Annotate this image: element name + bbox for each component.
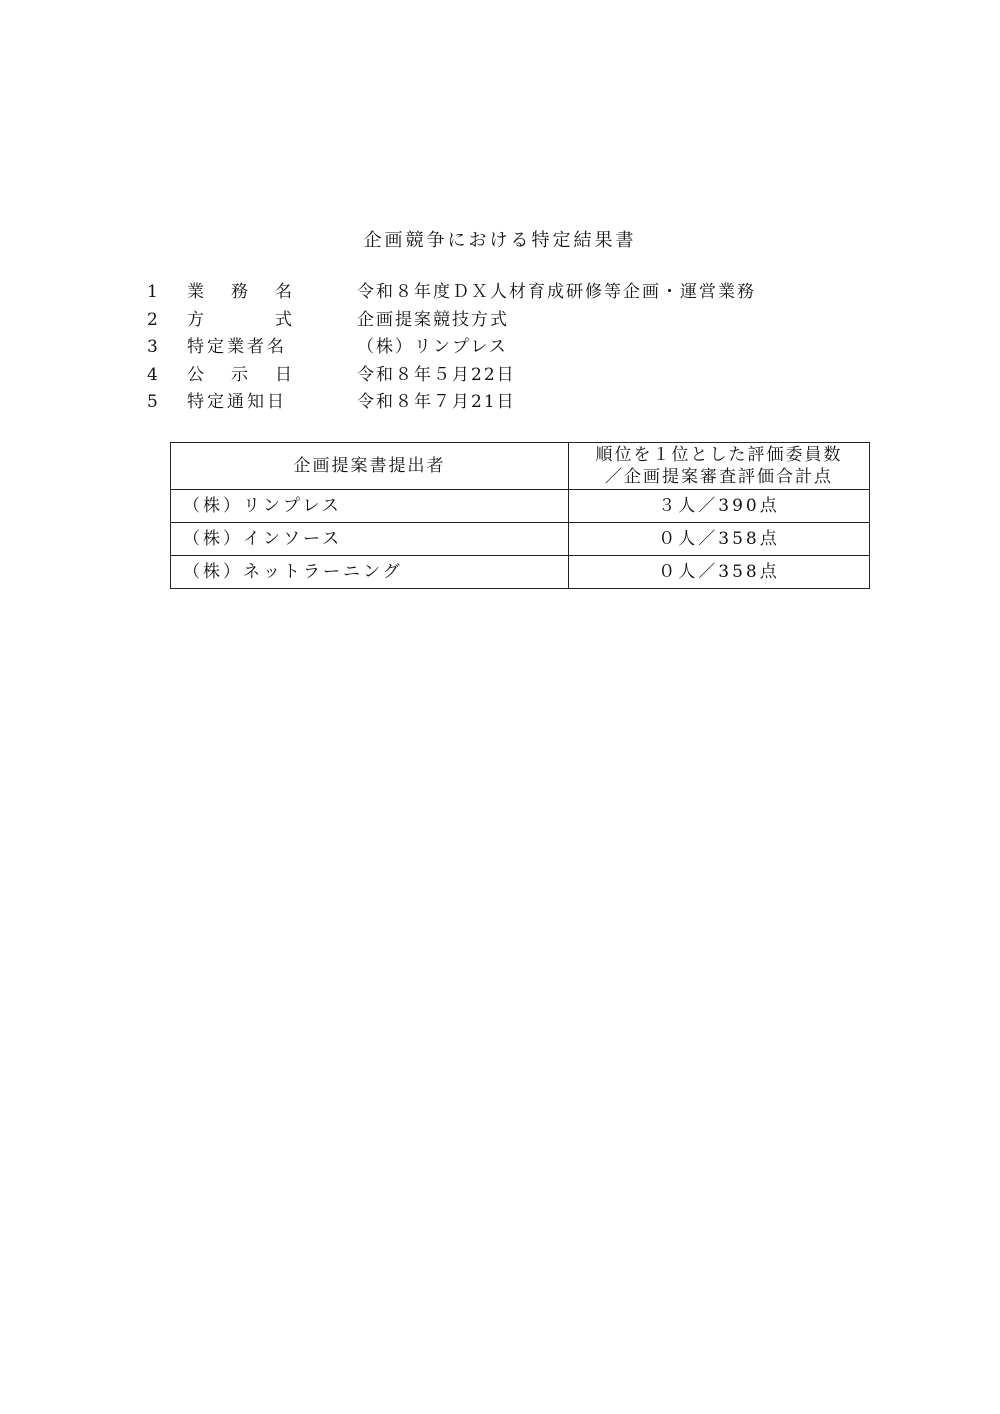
item-value: （株）リンプレス — [357, 337, 508, 358]
item-label-char: 式 — [275, 309, 292, 330]
item-business-name — [147, 280, 867, 308]
score-cell: ３人／390点 — [569, 490, 870, 523]
item-label-char: 方 — [187, 309, 204, 330]
item-number: 4 — [147, 364, 158, 385]
item-value: 令和８年７月21日 — [357, 392, 516, 413]
item-method — [147, 308, 867, 336]
table-row — [171, 556, 870, 589]
item-announcement-date — [147, 363, 867, 391]
table-row — [171, 490, 870, 523]
column-header-proposer: 企画提案書提出者 — [171, 443, 569, 490]
results-table — [170, 442, 870, 589]
table-header-row — [171, 443, 870, 490]
item-label: 特定業者名 — [187, 337, 287, 358]
item-number: 5 — [147, 392, 158, 413]
item-label — [187, 280, 292, 304]
item-value: 企画提案競技方式 — [357, 309, 509, 330]
item-label — [187, 363, 292, 387]
score-cell: ０人／358点 — [569, 523, 870, 556]
item-value: 令和８年５月22日 — [357, 364, 516, 385]
column-header-score-line: 順位を１位とした評価委員数 — [595, 445, 843, 465]
item-list — [147, 280, 867, 418]
item-label-char: 公 — [187, 364, 204, 385]
document-title: 企画競争における特定結果書 — [363, 230, 637, 251]
table-row — [171, 523, 870, 556]
column-header-score-line: ／企画提案審査評価合計点 — [605, 467, 833, 487]
proposer-name-cell: （株）リンプレス — [171, 490, 569, 523]
item-selected-vendor — [147, 335, 867, 363]
item-label-char: 示 — [231, 364, 248, 385]
item-label-char: 務 — [231, 282, 248, 302]
proposer-name-cell: （株）ネットラーニング — [171, 556, 569, 589]
item-label: 特定通知日 — [187, 392, 287, 413]
item-label-char: 日 — [275, 364, 292, 385]
item-value: 令和８年度ＤＸ人材育成研修等企画・運営業務 — [357, 282, 756, 302]
item-label — [187, 308, 292, 332]
item-number: 1 — [147, 282, 158, 302]
proposer-name-cell: （株）インソース — [171, 523, 569, 556]
item-number: 3 — [147, 337, 158, 358]
column-header-score — [569, 443, 870, 490]
score-cell: ０人／358点 — [569, 556, 870, 589]
item-notification-date — [147, 390, 867, 418]
item-label-char: 業 — [187, 282, 204, 302]
item-label-char: 名 — [275, 282, 292, 302]
item-number: 2 — [147, 309, 158, 330]
